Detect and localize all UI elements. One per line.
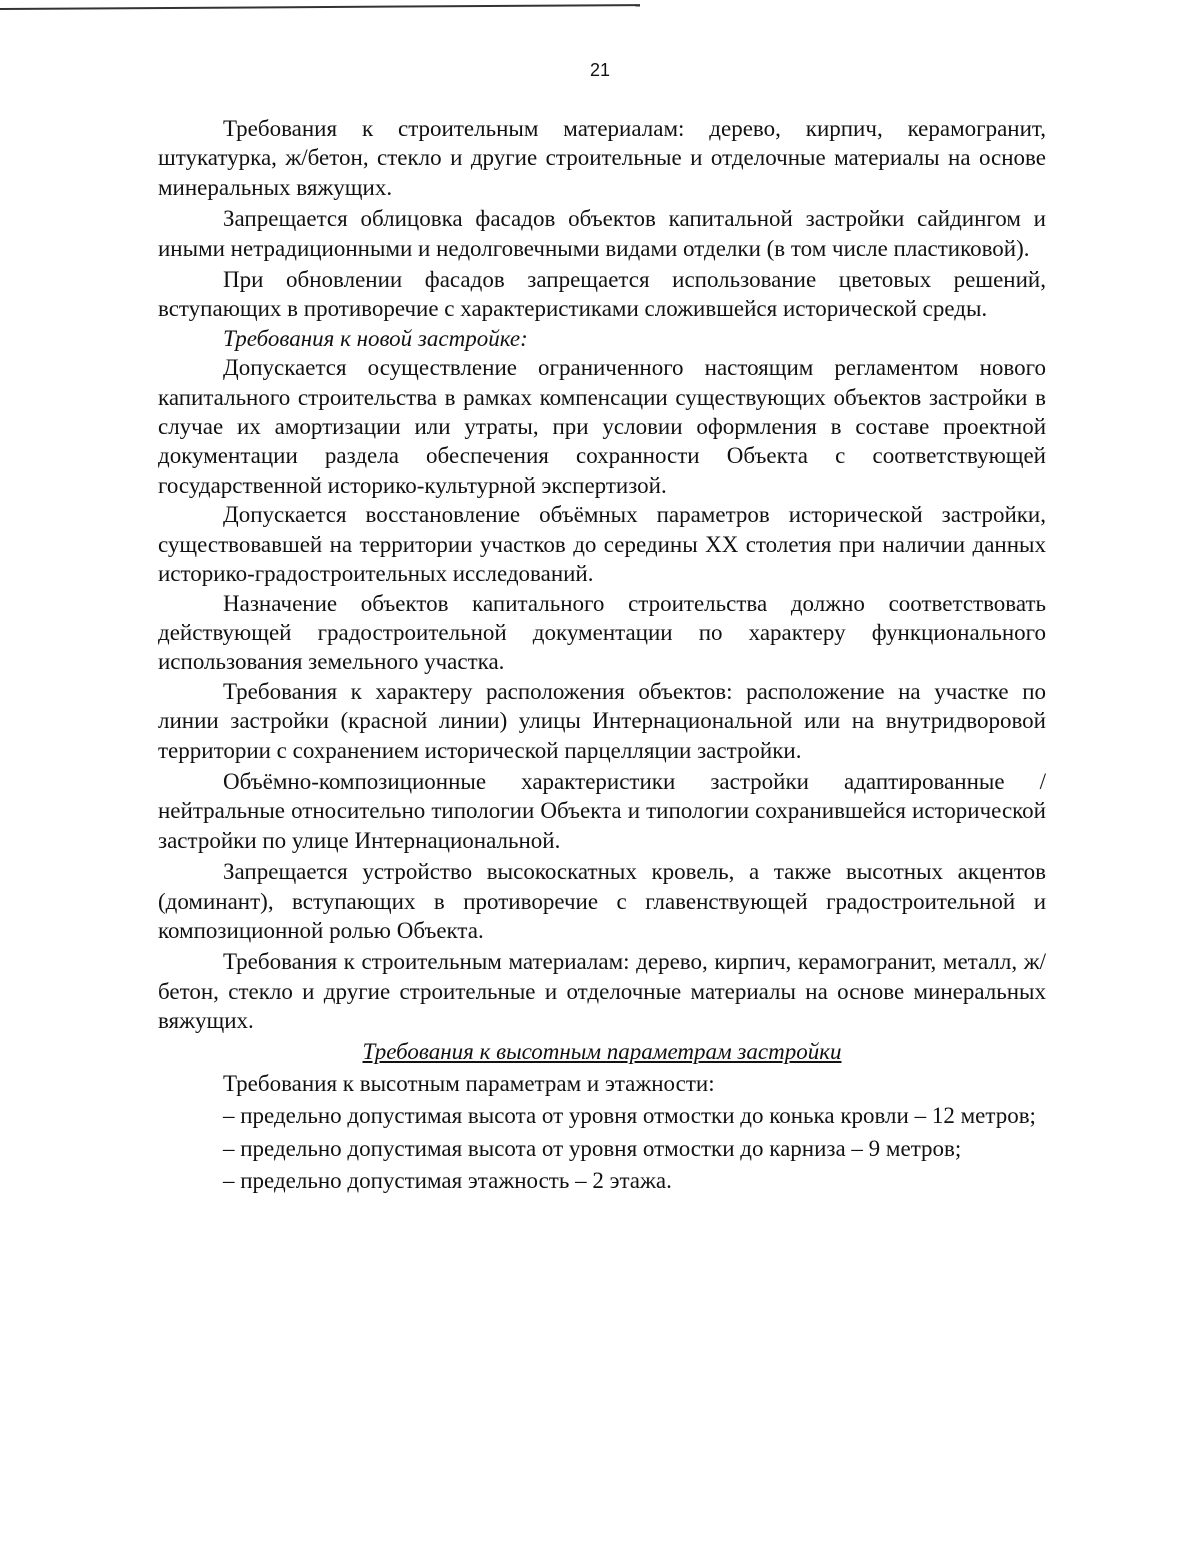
paragraph-placement: Требования к характеру расположения объектов: расположение на участке по линии застройки (красной линии) улицы Интернациональной или на внутридворовой территории с сохранением исторической парцелляции застройки. [158,678,1046,763]
paragraph-roofs: Запрещается устройство высокоскатных кровель, а также высотных акцентов (доминант), вступающих в противоречие с главенствующей градостроительной и композиционной ролью Объекта. [158,859,1046,943]
paragraph-restoration: Допускается восстановление объёмных параметров исторической застройки, существовавшей на территории участков до середины XX столетия при наличии данных историко-градостроительных исследований. [158,502,1046,587]
page-number: 21 [589,60,611,80]
paragraph-facade-cladding: Запрещается облицовка фасадов объектов капитальной застройки сайдингом и иными нетрадиционными и недолговечными видами отделки (в том числе пластиковой). [158,206,1046,261]
heading-height-params: Требования к высотным параметрам застройки [362,1038,842,1064]
height-item-cornice: – предельно допустимая высота от уровня отмостки до карниза – 9 метров; [223,1135,962,1161]
paragraph-facade-colors: При обновлении фасадов запрещается использование цветовых решений, вступающих в противоречие с характеристиками сложившейся исторической среды. [158,267,1046,322]
height-item-floors: – предельно допустимая этажность – 2 этажа. [223,1168,672,1194]
scan-top-rule [0,4,640,10]
paragraph-volume-composition: Объёмно-композиционные характеристики застройки адаптированные /нейтральные относительно типологии Объекта и типологии сохранившейся исторической застройки по улице Интернациональной. [158,768,1046,853]
paragraph-materials-1: Требования к строительным материалам: дерево, кирпич, керамогранит, штукатурка, ж/бетон, стекло и другие строительные и отделочные материалы на основе минеральных вяжущих. [158,116,1046,200]
subheading-new-construction: Требования к новой застройке: [223,325,528,351]
paragraph-materials-2: Требования к строительным материалам: дерево, кирпич, керамогранит, металл, ж/бетон, стекло и другие строительные и отделочные материалы на основе минеральных вяжущих. [158,949,1046,1034]
document-body [158,114,1046,1196]
paragraph-purpose: Назначение объектов капитального строительства должно соответствовать действующей градостроительной документации по характеру функционального использования земельного участка. [158,590,1046,675]
height-intro: Требования к высотным параметрам и этажности: [223,1071,715,1096]
height-item-ridge: – предельно допустимая высота от уровня отмостки до конька кровли – 12 метров; [223,1103,1036,1129]
paragraph-new-construction: Допускается осуществление ограниченного настоящим регламентом нового капитального строительства в рамках компенсации существующих объектов застройки в случае их амортизации или утраты, при условии оформления в составе проектной документации раздела обеспечения сохранности Объекта с соответствующей государственной историко-культурной экспертизой. [158,355,1046,498]
